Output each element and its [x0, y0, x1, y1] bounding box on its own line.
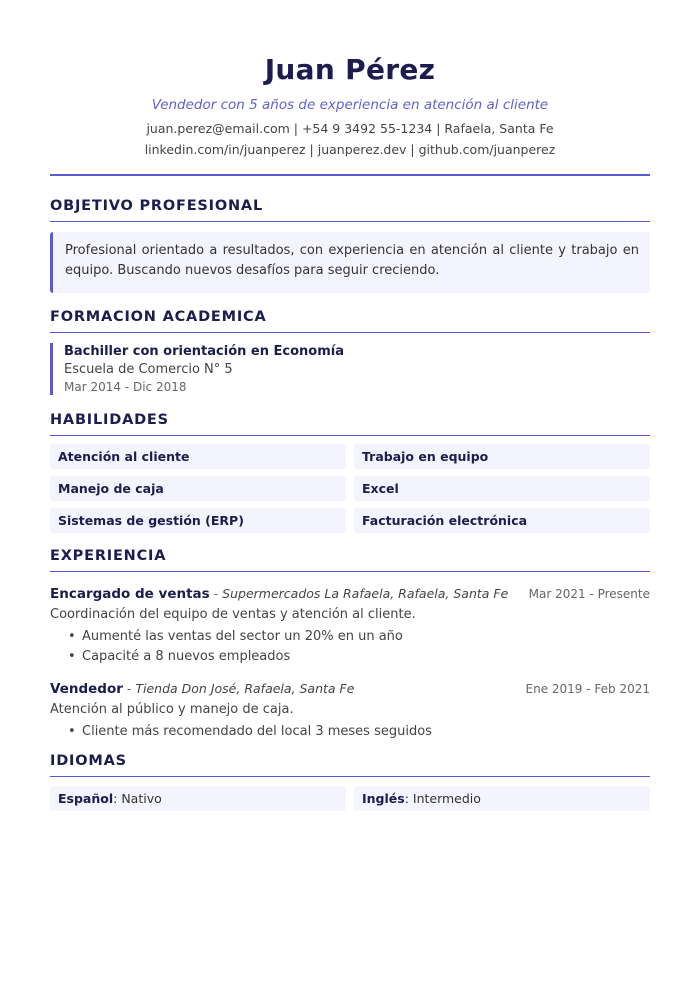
job-separator: -: [209, 586, 223, 601]
skill-item: Trabajo en equipo: [354, 444, 650, 469]
education-dates: Mar 2014 - Dic 2018: [64, 380, 187, 394]
education-entry: [50, 343, 650, 395]
education-school: Escuela de Comercio N° 5: [64, 362, 233, 377]
skill-item: Manejo de caja: [50, 476, 346, 501]
section-title-habilidades: HABILIDADES: [50, 410, 650, 436]
language-level: : Intermedio: [404, 791, 481, 806]
skill-item: Sistemas de gestión (ERP): [50, 508, 346, 533]
skill-item: Excel: [354, 476, 650, 501]
job-dates: Mar 2021 - Presente: [528, 587, 650, 601]
job-dates: Ene 2019 - Feb 2021: [525, 682, 650, 696]
resume-header: [50, 54, 650, 176]
job-description: Atención al público y manejo de caja.: [50, 702, 294, 717]
section-title-objetivo: OBJETIVO PROFESIONAL: [50, 196, 650, 222]
candidate-tagline: Vendedor con 5 años de experiencia en atención al cliente: [151, 97, 549, 113]
skill-item: Atención al cliente: [50, 444, 346, 469]
language-item: [50, 786, 346, 811]
contact-line-2: linkedin.com/in/juanperez | juanperez.dev | github.com/juanperez: [144, 142, 556, 157]
job-description: Coordinación del equipo de ventas y atención al cliente.: [50, 607, 416, 622]
job-entry: [50, 677, 650, 742]
job-company: Supermercados La Rafaela, Rafaela, Santa Fe: [222, 586, 509, 601]
skill-item: Facturación electrónica: [354, 508, 650, 533]
job-heading: [50, 582, 508, 605]
candidate-name: Juan Pérez: [264, 53, 436, 86]
job-achievements: [50, 722, 650, 742]
job-heading: [50, 677, 354, 700]
section-experiencia: [50, 546, 650, 742]
job-role: Encargado de ventas: [50, 586, 210, 602]
section-title-formacion: FORMACION ACADEMICA: [50, 307, 650, 333]
job-achievement-item: • Capacité a 8 nuevos empleados: [68, 647, 650, 667]
languages-grid: [50, 786, 650, 811]
contact-line-1: juan.perez@email.com | +54 9 3492 55-1234 | Rafaela, Santa Fe: [146, 121, 554, 136]
section-objetivo: [50, 196, 650, 293]
job-achievement-item: • Cliente más recomendado del local 3 meses seguidos: [68, 722, 650, 742]
language-name: Inglés: [362, 791, 405, 806]
section-title-experiencia: EXPERIENCIA: [50, 546, 650, 572]
job-entry: [50, 582, 650, 667]
language-level: : Nativo: [113, 791, 162, 806]
language-name: Español: [58, 791, 114, 806]
job-role: Vendedor: [50, 681, 123, 697]
language-item: [354, 786, 650, 811]
job-header: [50, 582, 650, 605]
resume-page: [50, 0, 650, 806]
job-header: [50, 677, 650, 700]
skills-grid: [50, 444, 650, 533]
section-title-idiomas: IDIOMAS: [50, 751, 650, 777]
section-idiomas: [50, 751, 650, 811]
header-divider: [50, 174, 650, 176]
job-separator: -: [122, 681, 136, 696]
job-achievement-item: • Aumenté las ventas del sector un 20% en un año: [68, 627, 650, 647]
job-achievements: [50, 627, 650, 667]
section-formacion: [50, 307, 650, 395]
education-degree: Bachiller con orientación en Economía: [64, 344, 344, 359]
job-company: Tienda Don José, Rafaela, Santa Fe: [135, 681, 355, 696]
section-habilidades: [50, 410, 650, 533]
objetivo-text: Profesional orientado a resultados, con experiencia en atención al cliente y trabajo en equipo. Buscando nuevos desafíos para seguir creciendo.: [50, 232, 650, 293]
